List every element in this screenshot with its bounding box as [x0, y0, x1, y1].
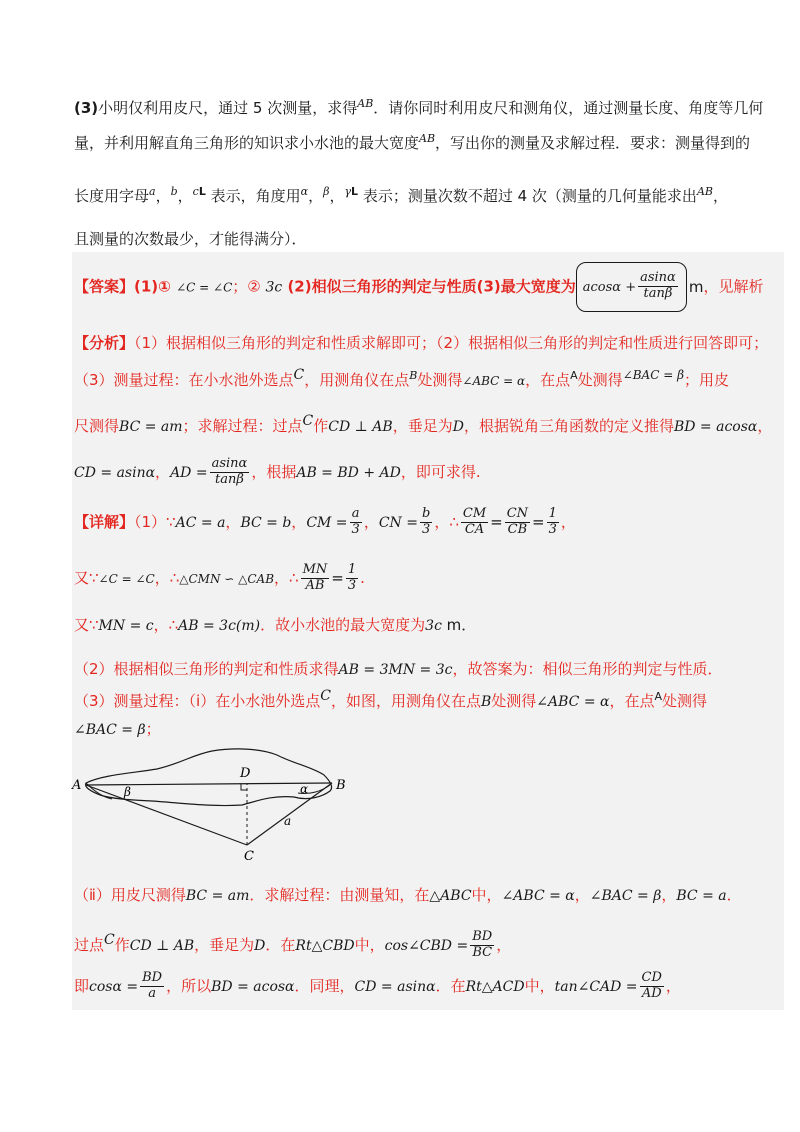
detail-line-5: （3）测量过程：（ⅰ）在小水池外选点C，如图，用测角仪在点B处测得∠ABC = α，在点$^A$处测得: [74, 688, 708, 710]
segment-ab: [86, 783, 332, 785]
segment-ac: [86, 785, 247, 845]
analysis-line-4: CD = asinα，AD = $\frac{asin\alpha}{\tan\beta}$ ，根据AB = BD + AD，即可求得.: [74, 456, 481, 487]
label-b-point: B: [336, 778, 346, 793]
question-line-4: 且测量的次数最少，才能得满分）．: [74, 230, 307, 248]
detail-line-6: ∠BAC = β；: [74, 720, 161, 738]
detail-line-1: 【详解】（1）∵AC = a，BC = b，CM = $\frac{a}{3}$ ，CN = $\frac{b}{3}$ ，∴ $\frac{CM}{CA}$ = $\frac{CN}{CB}$ = $\frac{1}{3}$ ，: [74, 506, 576, 537]
answer-formula: acosα + $\frac{asin\alpha}{\tan\beta}$: [576, 262, 687, 312]
analysis-line-3: 尺测得BC = am；求解过程：过点C作CD ⊥ AB，垂足为D，根据锐角三角函数的定义推得BD = acosα，: [74, 413, 773, 435]
detail-line-2: 又∵∠C = ∠C，∴△CMN ∽ △CAB，∴ $\frac{MN}{AB}$ = $\frac{1}{3}$ .: [74, 562, 365, 593]
detail-line-9: 即cosα = $\frac{BD}{a}$ ，所以BD = acosα．同理，CD = asinα．在Rt△ACD中，tan∠CAD = $\frac{CD}{AD}$ ，: [74, 970, 681, 1001]
detail-line-3: 又∵MN = c，∴AB = 3c(m)．故小水池的最大宽度为3c m．: [74, 616, 477, 634]
question-line-2: 量，并利用解直角三角形的知识求小水池的最大宽度$^{AB}$，写出你的测量及求解过程．要求：测量得到的: [74, 132, 751, 152]
label-a-point: A: [72, 778, 82, 793]
answer-line: 【答案】(1)① ∠C = ∠C；② 3c (2)相似三角形的判定与性质(3)最大宽度为 acosα + $\frac{asin\alpha}{\tan\beta}$ m，见解析: [74, 262, 763, 312]
analysis-line-2: （3）测量过程：在小水池外选点C，用测角仪在点$^B$处测得∠ABC = α，在点$^A$处测得$^{\angle BAC = \beta}$；用皮: [74, 367, 730, 389]
detail-line-7: （ⅱ）用皮尺测得BC = am．求解过程：由测量知，在△ABC中，∠ABC = α，∠BAC = β，BC = a．: [74, 886, 742, 904]
detail-line-8: 过点C作CD ⊥ AB，垂足为D．在Rt△CBD中，cos∠CBD = $\frac{BD}{BC}$ ，: [74, 929, 512, 960]
label-beta: β: [124, 785, 131, 799]
label-alpha: α: [300, 782, 309, 796]
label-c-point: C: [244, 849, 254, 864]
question-line-3: 长度用字母$^a$，$^b$，$^{cL}$ 表示，角度用$^\alpha$，$^\beta$，$^{\gamma L}$ 表示；测量次数不超过 4 次（测量的几何量能求出$^{AB}$，: [74, 185, 728, 205]
pond-outline: [86, 749, 332, 806]
detail-line-4: （2）根据相似三角形的判定和性质求得AB = 3MN = 3c，故答案为：相似三角形的判定与性质．: [74, 660, 723, 678]
label-a-side: a: [284, 814, 292, 828]
analysis-line-1: 【分析】（1）根据相似三角形的判定和性质求解即可；（2）根据相似三角形的判定和性质进行回答即可；: [74, 334, 769, 352]
right-angle-mark: [241, 784, 247, 790]
question-line-1: (3)小明仅利用皮尺，通过 5 次测量，求得$^{AB}$．请你同时利用皮尺和测角仪，通过测量长度、角度等几何: [74, 97, 764, 117]
pond-figure: [72, 745, 344, 863]
label-d-point: D: [240, 766, 251, 781]
